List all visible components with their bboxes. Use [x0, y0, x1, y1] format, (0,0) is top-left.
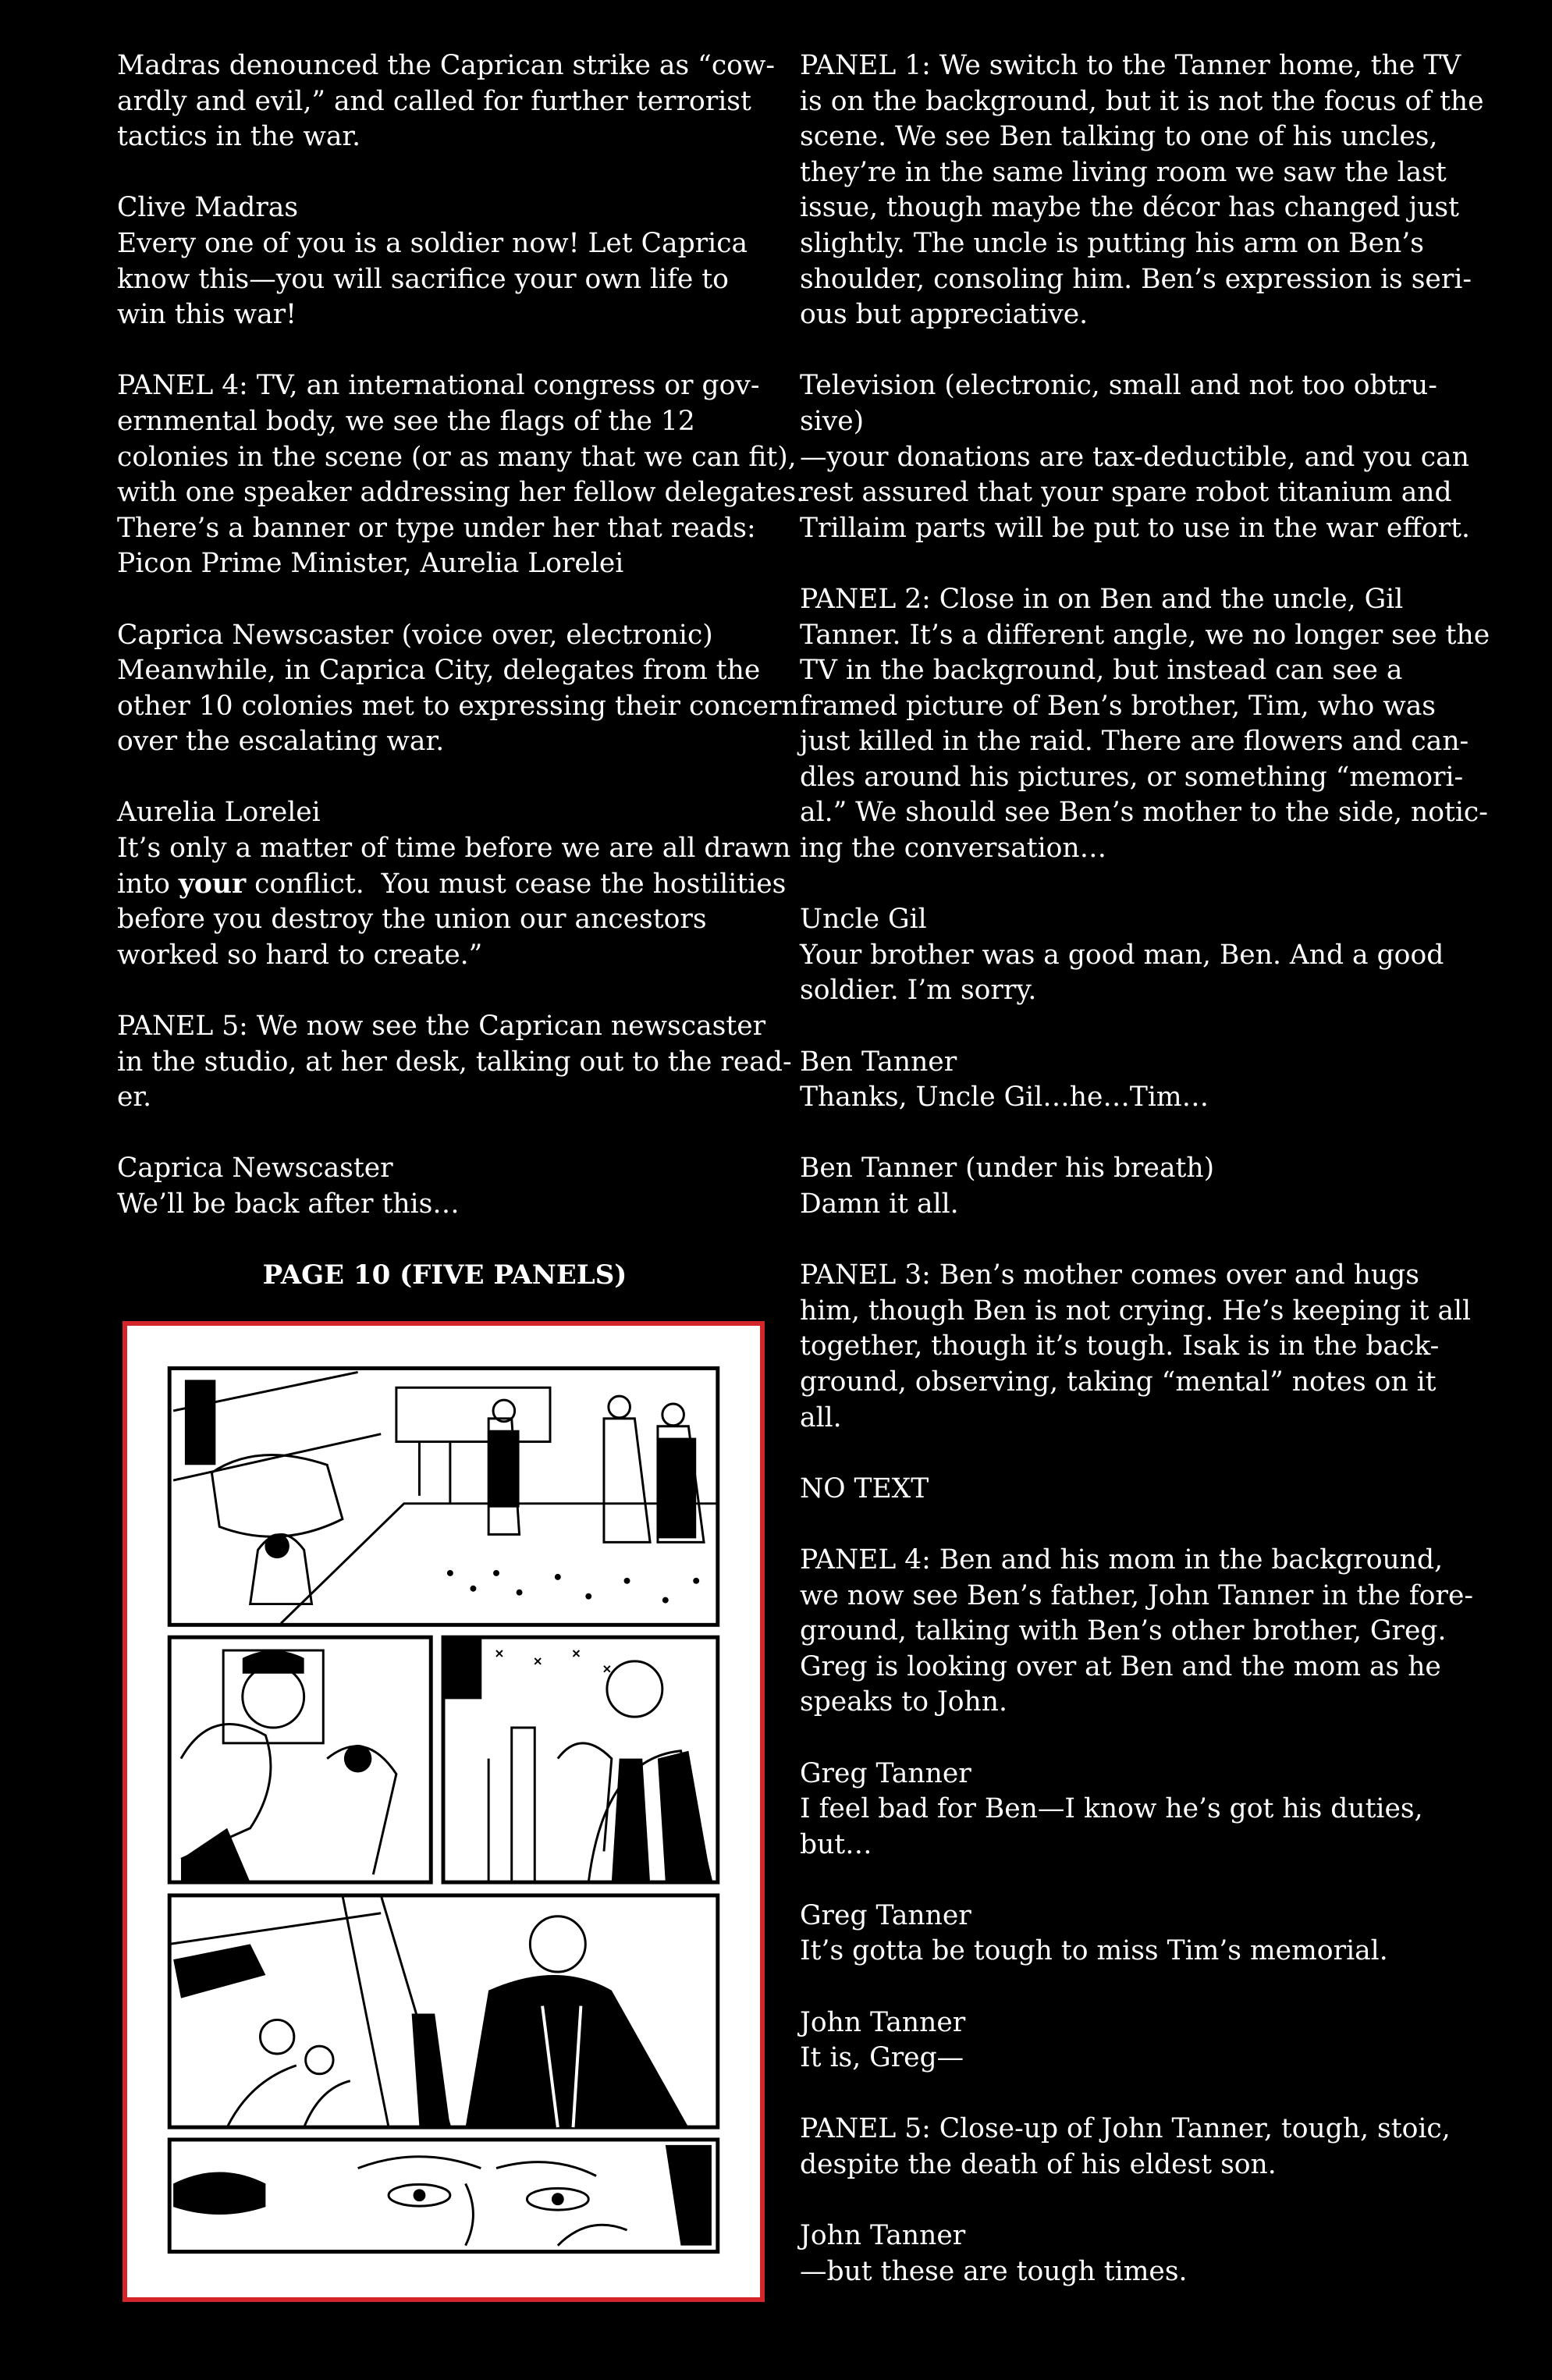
text-run: conflict.: [246, 868, 382, 900]
script-line: Meanwhile, in Caprica City, delegates from the: [117, 655, 761, 687]
script-line: soldier. I’m sorry.: [800, 975, 1037, 1007]
script-line: PANEL 5: We now see the Caprican newscaster: [117, 1011, 766, 1043]
script-line: PANEL 1: We switch to the Tanner home, the TV: [800, 50, 1461, 81]
script-line: him, though Ben is not crying. He’s keeping it all: [800, 1295, 1472, 1327]
script-line: I feel bad for Ben—I know he’s got his duties,: [800, 1793, 1423, 1825]
speaker-name: Aurelia Lorelei: [117, 797, 321, 829]
script-line: ardly and evil,” and called for further terrorist: [117, 85, 751, 117]
script-line: Greg is looking over at Ben and the mom as he: [800, 1650, 1441, 1682]
script-line: we now see Ben’s father, John Tanner in the fore-: [800, 1579, 1474, 1611]
script-block: [800, 1757, 1455, 1863]
script-block: [117, 1151, 772, 1222]
script-line: Every one of you is a soldier now! Let Caprica: [117, 227, 748, 259]
script-line: all.: [800, 1401, 842, 1433]
script-line: Damn it all.: [800, 1188, 959, 1220]
script-line: other 10 colonies met to expressing their concern: [117, 690, 799, 722]
script-block: [117, 368, 805, 582]
script-line: PANEL 3: Ben’s mother comes over and hugs: [800, 1259, 1419, 1291]
script-line: win this war!: [117, 299, 297, 331]
script-line: issue, though maybe the décor has changed just: [800, 192, 1459, 224]
script-block: [117, 618, 799, 760]
script-line: they’re in the same living room we saw the last: [800, 156, 1447, 188]
script-line: worked so hard to create.”: [117, 939, 483, 971]
script-block: [800, 1543, 1474, 1721]
script-line: framed picture of Ben’s brother, Tim, who was: [800, 690, 1437, 722]
script-line: scene. We see Ben talking to one of his uncles,: [800, 121, 1438, 153]
script-line-mixed: [117, 867, 787, 903]
script-line: Madras denounced the Caprican strike as “cow-: [117, 50, 776, 81]
speaker-name: John Tanner: [800, 2220, 966, 2252]
script-line: before you destroy the union our ancestors: [117, 904, 707, 936]
script-block: [800, 48, 1484, 333]
script-block: [800, 582, 1490, 867]
script-line: PANEL 2: Close in on Ben and the uncle, Gil: [800, 583, 1404, 615]
script-block: [800, 1472, 1455, 1508]
script-block: [117, 795, 791, 973]
script-line: er.: [117, 1082, 152, 1114]
script-line: colonies in the scene (or as many that we can fit),: [117, 441, 797, 473]
speaker-name: Greg Tanner: [800, 1899, 971, 1931]
script-block: [800, 368, 1470, 546]
script-line: Your brother was a good man, Ben. And a good: [800, 939, 1444, 971]
script-line: speaks to John.: [800, 1686, 1007, 1718]
script-block: [800, 2112, 1455, 2183]
script-block: [800, 1045, 1455, 1116]
speaker-name: Ben Tanner: [800, 1046, 957, 1078]
script-line: Picon Prime Minister, Aurelia Lorelei: [117, 548, 624, 580]
text-run: You must cease the hostilities: [381, 868, 787, 900]
script-line: ernmental body, we see the flags of the 12: [117, 405, 695, 437]
script-line: NO TEXT: [800, 1472, 929, 1504]
script-line: We’ll be back after this…: [117, 1188, 460, 1220]
script-line: slightly. The uncle is putting his arm on Ben’s: [800, 227, 1424, 259]
script-line: in the studio, at her desk, talking out to the read-: [117, 1046, 792, 1078]
comic-page-artwork: [123, 1321, 765, 2302]
speaker-name: Uncle Gil: [800, 904, 927, 936]
script-line: rest assured that your spare robot titanium and: [800, 477, 1452, 509]
script-line: ground, talking with Ben’s other brother, Greg.: [800, 1615, 1447, 1647]
script-line: just killed in the raid. There are flowers and can-: [800, 726, 1469, 758]
script-block: [800, 902, 1455, 1009]
script-line: ground, observing, taking “mental” notes on it: [800, 1366, 1437, 1398]
script-line: over the escalating war.: [117, 726, 445, 758]
right-script-column: [800, 48, 1490, 2325]
script-line: shoulder, consoling him. Ben’s expression is seri-: [800, 263, 1472, 295]
script-line: al.” We should see Ben’s mother to the side, notic-: [800, 797, 1488, 829]
speaker-name: Television (electronic, small and not too obtru-: [800, 370, 1437, 402]
script-line: PANEL 5: Close-up of John Tanner, tough, stoic,: [800, 2113, 1451, 2145]
script-line: Trillaim parts will be put to use in the war effort.: [800, 512, 1470, 544]
emphasis-text: your: [178, 868, 247, 900]
script-line: is on the background, but it is not the focus of the: [800, 85, 1484, 117]
script-line: ous but appreciative.: [800, 299, 1089, 331]
script-block: [800, 1151, 1455, 1222]
script-line: despite the death of his eldest son.: [800, 2149, 1277, 2181]
speaker-name: Caprica Newscaster (voice over, electronic): [117, 619, 713, 651]
script-block: [800, 1258, 1472, 1436]
speaker-name: Ben Tanner (under his breath): [800, 1153, 1215, 1185]
script-line: know this—you will sacrifice your own life to: [117, 263, 729, 295]
script-line: with one speaker addressing her fellow delegates.: [117, 477, 805, 509]
script-line: TV in the background, but instead can see a: [800, 655, 1403, 687]
script-line: Thanks, Uncle Gil…he…Tim…: [800, 1082, 1209, 1114]
script-line: It is, Greg—: [800, 2042, 964, 2074]
script-block: [117, 48, 776, 155]
script-line: ing the conversation…: [800, 833, 1107, 865]
script-line: PANEL 4: Ben and his mom in the background,: [800, 1543, 1444, 1575]
script-line: together, though it’s tough. Isak is in the back-: [800, 1330, 1440, 1362]
script-line: —but these are tough times.: [800, 2255, 1188, 2287]
speaker-name: Greg Tanner: [800, 1757, 971, 1789]
page-heading: PAGE 10 (FIVE PANELS): [262, 1259, 627, 1291]
script-line: tactics in the war.: [117, 121, 361, 153]
script-line: There’s a banner or type under her that reads:: [117, 512, 756, 544]
left-script-column: [117, 48, 805, 1258]
comic-pencil-art-illustration: [127, 1326, 760, 2297]
script-line: dles around his pictures, or something “memori-: [800, 761, 1464, 793]
speaker-name: sive): [800, 405, 865, 437]
script-line: PANEL 4: TV, an international congress or gov-: [117, 370, 760, 402]
speaker-name: Caprica Newscaster: [117, 1153, 393, 1185]
speaker-name: Clive Madras: [117, 192, 299, 224]
script-block: [800, 2218, 1455, 2289]
script-line: —your donations are tax-deductible, and you can: [800, 441, 1469, 473]
script-line: It’s only a matter of time before we are all drawn: [117, 833, 791, 865]
text-run: into: [117, 868, 179, 900]
script-block: [800, 1899, 1455, 1970]
script-block: [117, 1009, 792, 1116]
script-line: Tanner. It’s a different angle, we no longer see the: [800, 619, 1490, 651]
speaker-name: John Tanner: [800, 2006, 966, 2038]
script-line: It’s gotta be tough to miss Tim’s memorial.: [800, 1935, 1388, 1967]
script-line: but…: [800, 1828, 872, 1860]
script-block: [800, 2005, 1455, 2076]
script-block: [117, 190, 772, 332]
